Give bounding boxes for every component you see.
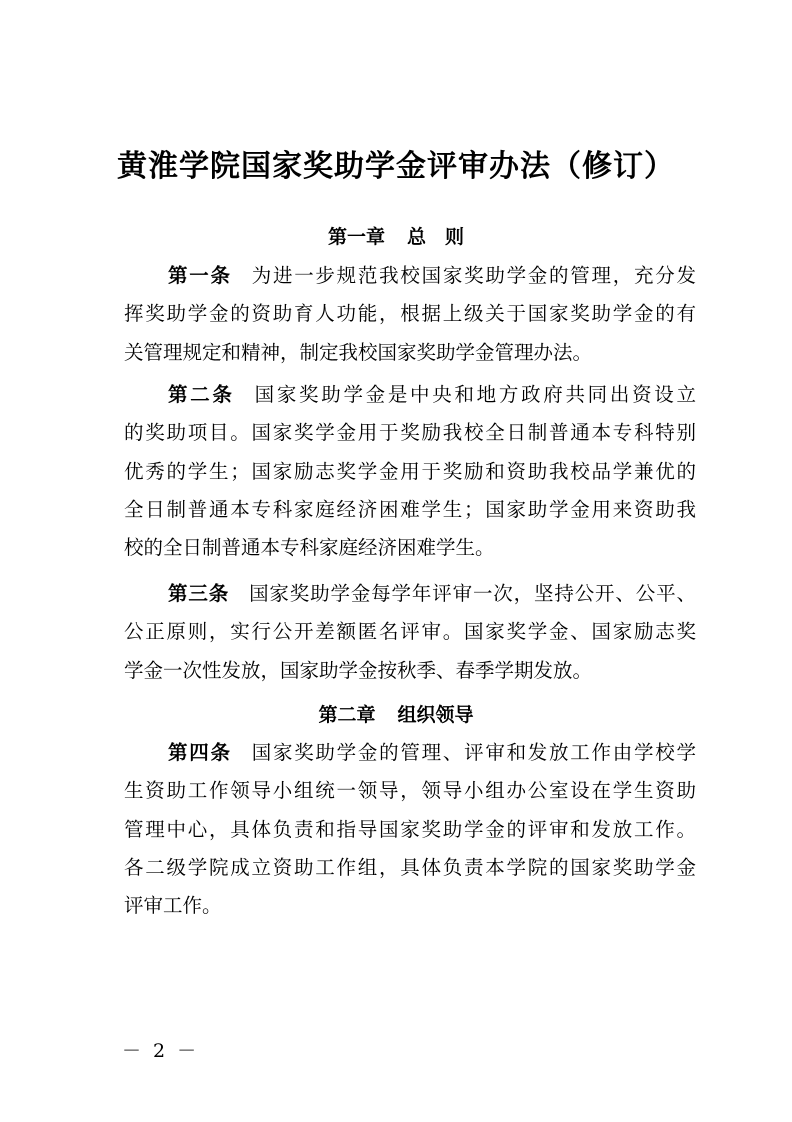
article-label: 第二条 [168, 383, 235, 406]
paragraph-line: 第三条 国家奖助学金每学年评审一次，坚持公开、公平、 [168, 582, 696, 605]
article-label: 第三条 [168, 582, 230, 605]
chapter-name: 总 则 [407, 226, 465, 248]
paragraph-line: 管理中心，具体负责和指导国家奖助学金的评审和发放工作。 [124, 817, 696, 841]
article-label: 第一条 [168, 264, 232, 287]
chapter-heading [0, 222, 792, 252]
paragraph-line: 学金一次性发放，国家助学金按秋季、春季学期发放。 [124, 658, 593, 682]
paragraph-line: 校的全日制普通本专科家庭经济困难学生。 [124, 536, 495, 560]
paragraph-line: 的奖助项目。国家奖学金用于奖励我校全日制普通本专科特别 [124, 421, 696, 445]
chapter-label: 第二章 [318, 704, 376, 726]
paragraph-line: 生资助工作领导小组统一领导，领导小组办公室设在学生资助 [124, 779, 696, 803]
paragraph-line: 第二条 国家奖助学金是中央和地方政府共同出资设立 [168, 383, 696, 406]
paragraph-line: 第一条 为进一步规范我校国家奖助学金的管理，充分发 [168, 264, 696, 287]
article-paragraph [124, 734, 696, 925]
paragraph-line: 挥奖助学金的资助育人功能，根据上级关于国家奖助学金的有 [124, 302, 696, 326]
chapter-label: 第一章 [327, 226, 385, 248]
paragraph-line: 公正原则，实行公开差额匿名评审。国家奖学金、国家励志奖 [124, 620, 696, 644]
paragraph-line: 评审工作。 [124, 894, 222, 918]
page-number: － 2 － [122, 1040, 200, 1062]
chapter-heading [0, 700, 792, 730]
article-paragraph [124, 376, 696, 567]
paragraph-line: 第四条 国家奖助学金的管理、评审和发放工作由学校学 [168, 741, 696, 764]
paragraph-line: 优秀的学生；国家励志奖学金用于奖励和资助我校品学兼优的 [124, 459, 696, 483]
article-paragraph [124, 575, 696, 690]
article-paragraph [124, 257, 696, 372]
paragraph-line: 关管理规定和精神，制定我校国家奖助学金管理办法。 [124, 340, 593, 364]
paragraph-line: 各二级学院成立资助工作组，具体负责本学院的国家奖助学金 [124, 855, 696, 879]
article-label: 第四条 [168, 741, 232, 764]
chapter-name: 组织领导 [397, 704, 474, 726]
document-title: 黄淮学院国家奖助学金评审办法（修订） [117, 149, 675, 184]
paragraph-line: 全日制普通本专科家庭经济困难学生；国家助学金用来资助我 [124, 497, 696, 521]
